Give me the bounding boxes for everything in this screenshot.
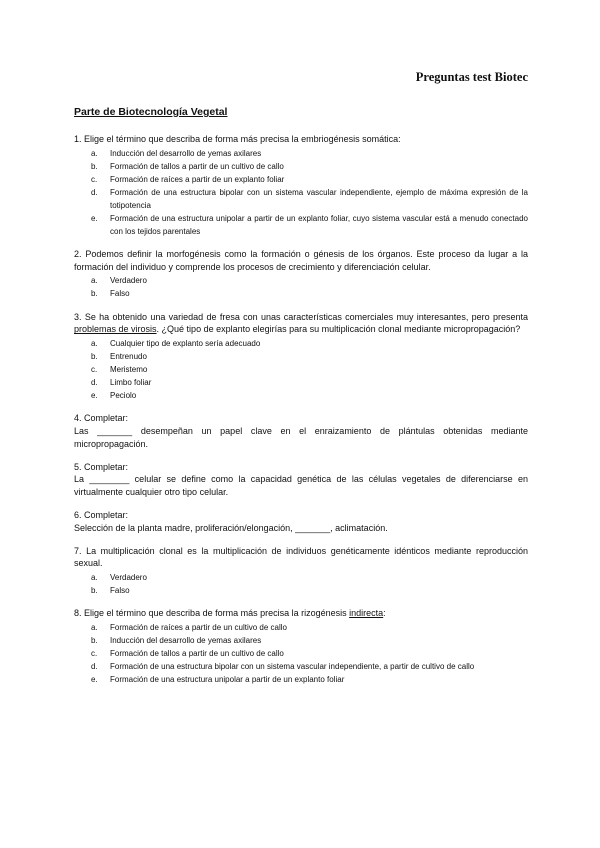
question-3-text	[74, 311, 528, 336]
option-marker: a.	[91, 276, 98, 286]
question-1-text: 1. Elige el término que describa de forma más precisa la embriogénesis somática:	[74, 134, 401, 144]
option-marker: b.	[91, 585, 98, 595]
question-8-text-start: 8. Elige el término que describa de forma más precisa la rizogénesis	[74, 608, 350, 619]
questions-list	[74, 133, 528, 697]
option-marker: b.	[91, 289, 98, 299]
question-3-text-end: . ¿Qué tipo de explanto elegirías para su multiplicación clonal mediante micropropagación?	[156, 324, 521, 335]
question-8-text-end: :	[383, 608, 386, 619]
option-marker: d.	[91, 662, 98, 671]
option-marker: a.	[91, 148, 98, 158]
option-marker: c.	[91, 174, 98, 184]
option-marker: b.	[91, 351, 98, 361]
option-text: Limbo foliar	[110, 377, 152, 387]
section-title: Parte de Biotecnología Vegetal	[74, 106, 228, 118]
question-2-text: 2. Podemos definir la morfogénesis como la formación o génesis de los órganos. Este proceso da lugar a la formación del individuo y comprende los procesos de crecimiento y diferenciación celular.	[74, 249, 528, 272]
option-marker: a.	[91, 572, 98, 582]
question-8-option-a	[91, 621, 528, 634]
option-text: Inducción del desarrollo de yemas axilares	[110, 148, 262, 158]
question-6-label: 6. Completar:	[74, 510, 129, 521]
question-1-options	[74, 147, 528, 238]
option-text: Formación de tallos a partir de un cultivo de callo	[110, 161, 284, 171]
option-text: Verdadero	[110, 572, 147, 582]
option-text: Peciolo	[110, 390, 137, 400]
question-3-underlined-term: problemas de virosis	[74, 324, 157, 335]
question-6-text: Selección de la planta madre, proliferación/elongación, _______, aclimatación.	[74, 522, 388, 533]
question-2	[74, 248, 528, 300]
option-text: Entrenudo	[110, 351, 147, 361]
option-text: Formación de tallos a partir de un cultivo de callo	[110, 649, 284, 658]
question-1-option-d	[91, 186, 528, 212]
question-8-options	[74, 621, 528, 686]
option-marker: b.	[91, 636, 98, 645]
question-3-text-start: 3. Se ha obtenido una variedad de fresa con unas características comerciales muy interesantes, pero presenta	[74, 311, 528, 322]
option-text: Formación de una estructura unipolar a partir de un explanto foliar, cuyo sistema vascular está a menudo conectado con los tejidos parentales	[110, 213, 528, 236]
question-2-options	[74, 274, 528, 300]
question-2-option-b	[91, 287, 528, 300]
question-2-option-a	[91, 274, 528, 287]
option-text: Inducción del desarrollo de yemas axilares	[110, 636, 262, 645]
question-5-label: 5. Completar:	[74, 461, 129, 472]
option-marker: d.	[91, 187, 98, 197]
question-1-option-e	[91, 212, 528, 238]
option-marker: c.	[91, 364, 98, 374]
question-8-option-d	[91, 660, 528, 673]
question-7-text: 7. La multiplicación clonal es la multiplicación de individuos genéticamente idénticos mediante reproducción sexual.	[74, 545, 528, 569]
question-5-text: La ________ celular se define como la capacidad genética de las células vegetales de diferenciarse en virtualmente cualquier otro tipo celular.	[74, 474, 528, 497]
question-3-option-b	[91, 350, 528, 363]
option-marker: e.	[91, 390, 98, 400]
document-header-title: Preguntas test Biotec	[415, 70, 528, 84]
option-marker: a.	[91, 338, 98, 348]
question-8-option-e	[91, 673, 528, 686]
option-marker: b.	[91, 161, 98, 171]
question-1-option-c	[91, 173, 528, 186]
question-3-option-c	[91, 363, 528, 376]
question-8	[74, 607, 528, 686]
question-7-option-b	[91, 584, 528, 597]
question-1-option-a	[91, 147, 528, 160]
option-text: Formación de raíces a partir de un explanto foliar	[110, 174, 285, 184]
question-8-text	[74, 607, 528, 620]
question-1	[74, 133, 528, 238]
option-text: Falso	[110, 289, 130, 299]
question-3	[74, 311, 528, 402]
question-4-label: 4. Completar:	[74, 413, 129, 424]
option-text: Formación de una estructura bipolar con un sistema vascular independiente, a partir de cultivo de callo	[110, 662, 475, 671]
option-text: Cualquier tipo de explanto sería adecuado	[110, 338, 261, 348]
question-7-option-a	[91, 571, 528, 584]
question-4	[74, 412, 528, 450]
question-3-option-d	[91, 376, 528, 389]
option-marker: e.	[91, 675, 98, 684]
question-8-underlined-term: indirecta	[349, 608, 384, 619]
question-6	[74, 509, 528, 534]
question-3-options	[74, 337, 528, 402]
option-text: Meristemo	[110, 364, 148, 374]
question-8-option-b	[91, 634, 528, 647]
question-4-text: Las _______ desempeñan un papel clave en el enraizamiento de plántulas obtenidas mediante micropropagación.	[74, 426, 528, 449]
question-1-option-b	[91, 160, 528, 173]
question-7-options	[74, 571, 528, 597]
question-3-option-e	[91, 389, 528, 402]
option-marker: c.	[91, 649, 98, 658]
option-marker: a.	[91, 623, 98, 632]
question-8-option-c	[91, 647, 528, 660]
option-marker: d.	[91, 377, 98, 387]
option-text: Formación de una estructura bipolar con un sistema vascular independiente, ejemplo de máxima expresión de la totipotencia	[110, 187, 528, 210]
option-text: Verdadero	[110, 276, 147, 286]
option-text: Falso	[110, 585, 130, 595]
option-marker: e.	[91, 213, 98, 223]
question-3-option-a	[91, 337, 528, 350]
question-5	[74, 461, 528, 499]
option-text: Formación de una estructura unipolar a partir de un explanto foliar	[110, 675, 345, 684]
option-text: Formación de raíces a partir de un cultivo de callo	[110, 623, 287, 632]
question-7	[74, 545, 528, 597]
